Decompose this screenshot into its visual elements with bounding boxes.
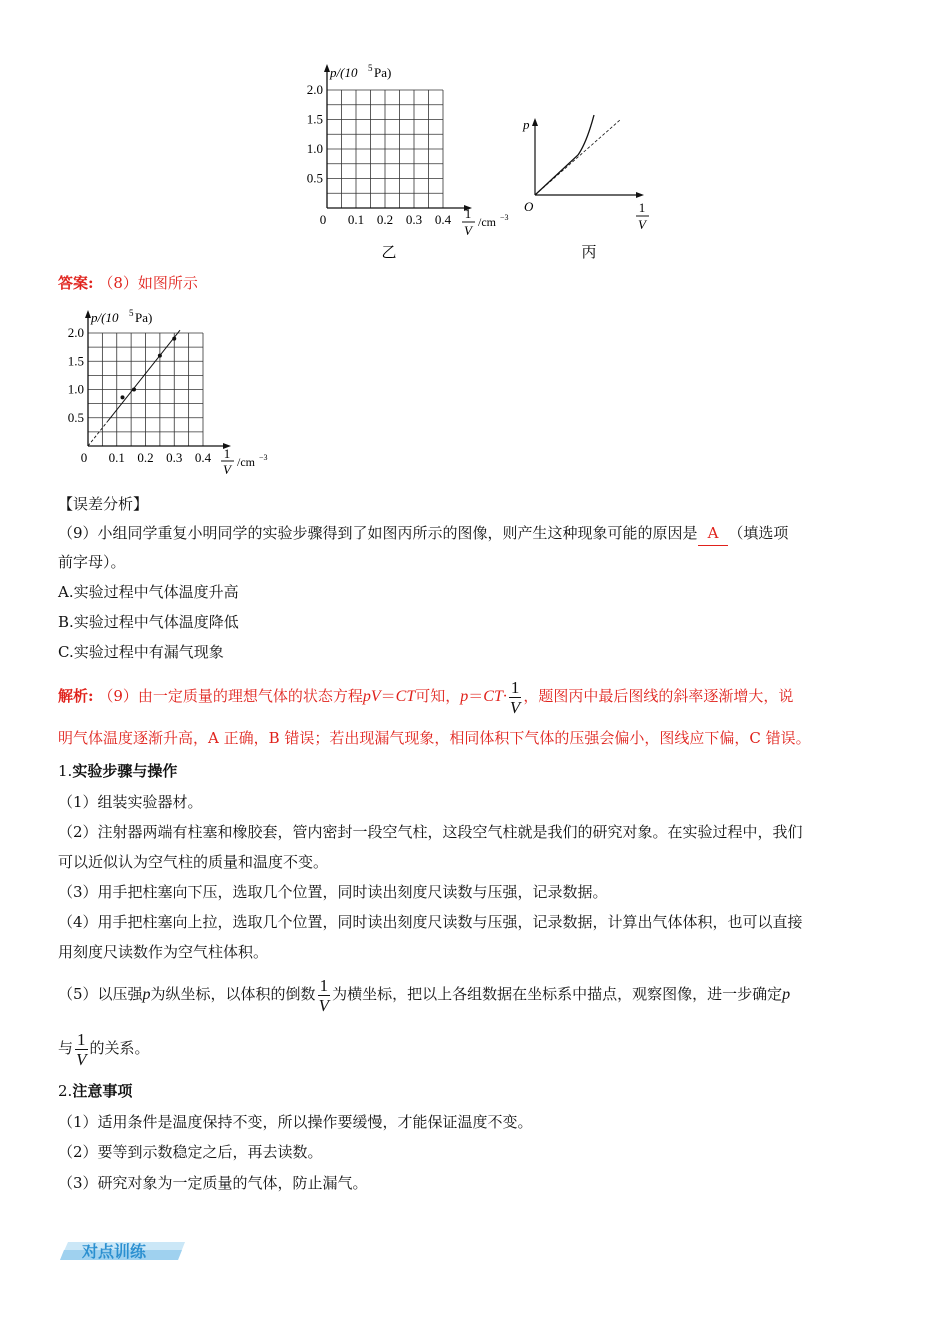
notes-heading-text: 注意事项	[72, 1082, 133, 1100]
ans-xlabel-num: 1	[223, 446, 231, 461]
step-5-p2: p	[782, 986, 791, 1003]
note-3: （3）研究对象为一定质量的气体，防止漏气。	[58, 1174, 368, 1192]
analysis-line1	[58, 676, 793, 717]
fig-yi-ylabel-unit: Pa)	[374, 65, 392, 80]
ans-ylabel-unit: Pa)	[135, 310, 153, 325]
ans-xlabel-den: V	[223, 462, 231, 477]
fig-yi-x-tick: 0	[319, 212, 327, 227]
step-1: （1）组装实验器材。	[58, 793, 203, 811]
step-4b: 用刻度尺读数作为空气柱体积。	[58, 943, 269, 961]
fig-yi-xlabel-den: V	[464, 223, 472, 238]
step-3: （3）用手把柱塞向下压，选取几个位置，同时读出刻度尺读数与压强，记录数据。	[58, 883, 608, 901]
step-5-frac2-num: 1	[77, 1029, 86, 1049]
fig-yi-x-tick: 0.1	[347, 212, 365, 227]
step-5a	[58, 972, 790, 1017]
option-b: B.实验过程中气体温度降低	[58, 613, 239, 631]
ans-y-tick: 1.5	[67, 353, 84, 369]
data-point	[158, 354, 162, 358]
data-point	[132, 388, 136, 392]
fig-yi-xlabel-exp: −3	[500, 213, 509, 222]
error-heading: 【误差分析】	[58, 495, 149, 513]
step-5-part-c: 为横坐标，把以上各组数据在坐标系中描点，观察图像，进一步确定	[332, 985, 783, 1003]
step-5-part-b: 为纵坐标，以体积的倒数	[150, 985, 316, 1003]
analysis-eq1b: ＝	[380, 687, 396, 705]
notes-heading-num: 2.	[58, 1082, 73, 1100]
analysis-p2: 可知，	[415, 687, 461, 705]
analysis-eq2: p	[460, 688, 469, 705]
steps-heading-text: 实验步骤与操作	[72, 762, 178, 780]
fig-yi-x-tick: 0.2	[376, 212, 394, 227]
ans-x-tick: 0.1	[108, 450, 125, 465]
fig-yi-xlabel-unit: /cm	[478, 215, 496, 229]
ans-x-tick: 0.4	[194, 450, 212, 465]
analysis-frac-den: V	[509, 697, 521, 717]
step-4a: （4）用手把柱塞向上拉，选取几个位置，同时读出刻度尺读数与压强，记录数据，计算出气体体积，也可以直接	[58, 913, 803, 931]
q9-part2: （填选项	[728, 524, 789, 542]
step-2a: （2）注射器两端有柱塞和橡胶套，管内密封一段空气柱，这段空气柱就是我们的研究对象。在实验过程中，我们	[58, 823, 803, 841]
fig-yi-grid	[327, 90, 443, 208]
analysis-p1: （9）由一定质量的理想气体的状态方程	[98, 687, 363, 705]
ans-x-tick: 0	[80, 450, 88, 465]
step-5-fraction-2	[75, 1031, 88, 1068]
figure-yi	[290, 60, 530, 265]
ans-x-tick: 0.3	[166, 450, 183, 465]
answer-line	[58, 272, 198, 295]
fig-yi-ylabel: p/(10	[330, 65, 358, 80]
fig-yi-ylabel-exp: 5	[368, 63, 373, 73]
analysis-eq1c: CT	[395, 688, 416, 705]
banner-text: 对点训练	[82, 1242, 147, 1261]
analysis-eq1: pV	[362, 688, 381, 705]
fit-line-dashed	[88, 421, 108, 446]
step-2b: 可以近似认为空气柱的质量和温度不变。	[58, 853, 329, 871]
fig-yi-y-tick: 0.5	[306, 170, 323, 186]
fig-yi-y-tick: 2.0	[306, 82, 323, 97]
figure-bing	[510, 100, 670, 265]
note-1: （1）适用条件是温度保持不变，所以操作要缓慢，才能保证温度不变。	[58, 1113, 533, 1131]
ans-xlabel-exp: −3	[259, 453, 268, 462]
fig-bing-xlabel-den: V	[638, 217, 646, 232]
ans-x-tick: 0.2	[137, 450, 154, 465]
bing-curve	[535, 115, 594, 195]
q9-line1	[58, 522, 788, 546]
fig-bing-xlabel-num: 1	[638, 200, 646, 215]
step-5-part-a: （5）以压强	[58, 985, 143, 1003]
analysis-eq2b: ＝	[468, 687, 484, 705]
section-banner	[60, 1238, 185, 1264]
step-5-part-d: 与	[58, 1039, 74, 1057]
fig-bing-ylabel: p	[523, 117, 530, 132]
answer-chart	[55, 300, 295, 480]
answer-label: 答案:	[58, 274, 94, 292]
ans-y-tick: 2.0	[67, 325, 84, 340]
ans-xlabel-unit: /cm	[237, 455, 255, 469]
option-c: C.实验过程中有漏气现象	[58, 643, 224, 661]
analysis-line2: 明气体温度逐渐升高，A 正确，B 错误；若出现漏气现象，相同体积下气体的压强会偏小，图线应下偏，C 错误。	[58, 729, 811, 747]
answer-chart-grid	[88, 333, 203, 446]
answer-text: （8）如图所示	[98, 274, 198, 292]
fig-yi-xlabel-num: 1	[464, 206, 472, 221]
steps-heading-num: 1.	[58, 762, 73, 780]
analysis-p3: ，题图丙中最后图线的斜率逐渐增大，说	[523, 687, 794, 705]
step-5-frac-den: V	[318, 995, 329, 1015]
note-2: （2）要等到示数稳定之后，再去读数。	[58, 1143, 323, 1161]
ans-ylabel-exp: 5	[129, 308, 134, 318]
step-5-frac-num: 1	[319, 975, 329, 995]
steps-heading	[58, 760, 177, 783]
fig-yi-caption: 乙	[381, 245, 397, 261]
data-point	[172, 337, 176, 341]
fig-yi-y-tick: 1.0	[306, 141, 323, 156]
analysis-label: 解析:	[58, 687, 94, 705]
analysis-fraction	[509, 679, 522, 716]
step-5-frac2-den: V	[76, 1049, 87, 1069]
analysis-eq2c: CT·	[483, 688, 507, 705]
step-5-fraction	[318, 977, 331, 1014]
q9-part1: （9）小组同学重复小明同学的实验步骤得到了如图丙所示的图像，则产生这种现象可能的原因是	[58, 524, 698, 542]
analysis-frac-num: 1	[510, 677, 520, 697]
ans-y-tick: 0.5	[67, 409, 84, 425]
step-5-p: p	[142, 986, 151, 1003]
q9-answer: A	[698, 522, 729, 546]
fig-yi-x-tick: 0.3	[405, 212, 423, 227]
step-5b	[58, 1026, 150, 1070]
option-a: A.实验过程中气体温度升高	[58, 583, 239, 601]
q9-line2: 前字母）。	[58, 553, 126, 571]
fig-bing-caption: 丙	[581, 245, 597, 261]
step-5-part-e: 的关系。	[89, 1039, 150, 1057]
ans-ylabel: p/(10	[91, 310, 119, 325]
fig-yi-y-tick: 1.5	[306, 111, 323, 127]
fig-yi-x-tick: 0.4	[434, 212, 452, 227]
fig-bing-origin: O	[524, 199, 534, 214]
data-point	[121, 395, 125, 399]
ans-y-tick: 1.0	[67, 381, 84, 397]
notes-heading	[58, 1080, 132, 1103]
